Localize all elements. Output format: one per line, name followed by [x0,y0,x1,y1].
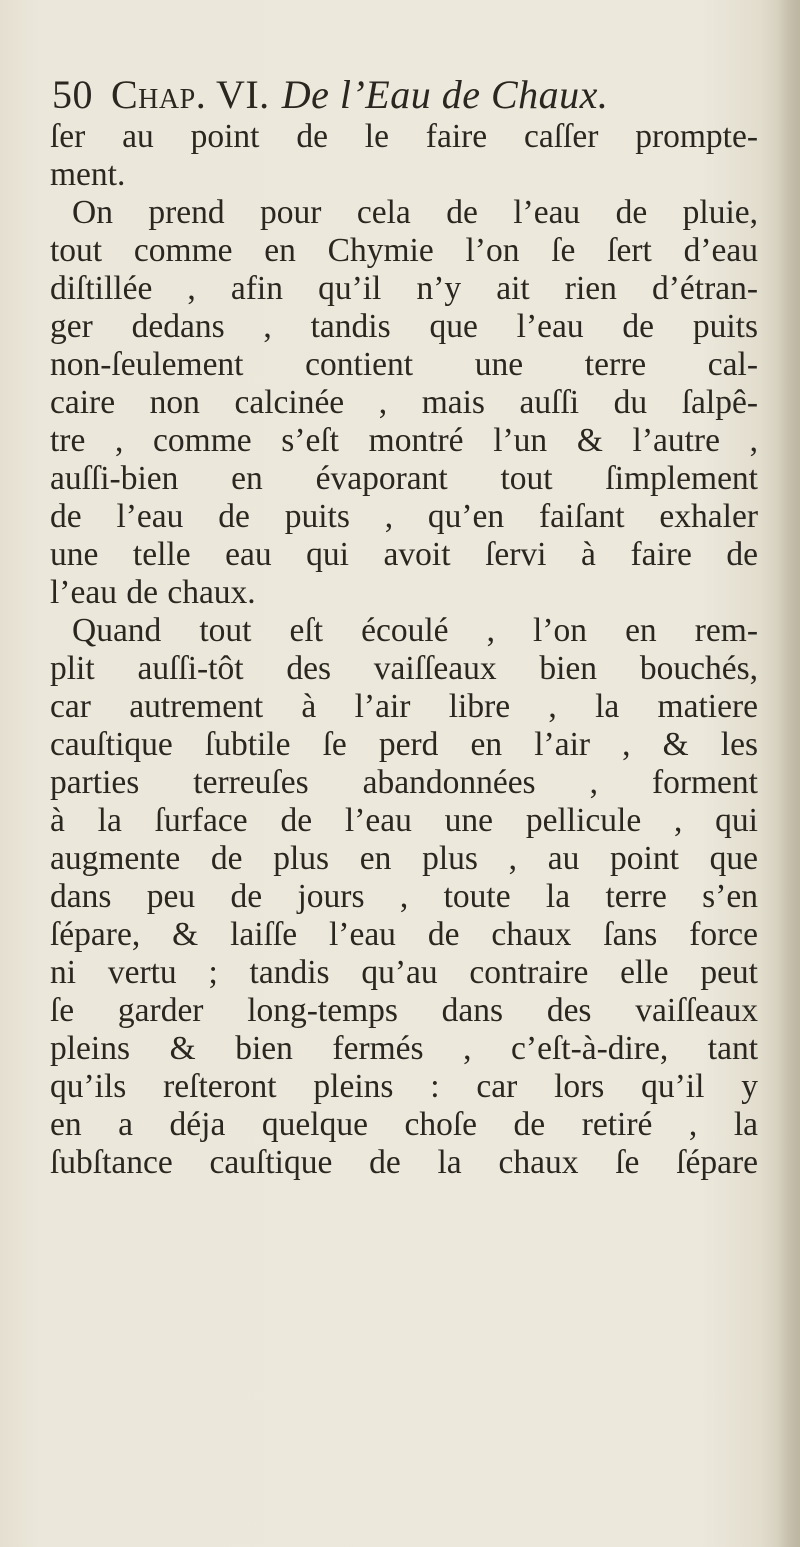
text-line: augmente de plus en plus , au point que [50,840,758,877]
text-line: car autrement à l’air libre , la matiere [50,688,758,725]
page-number: 50 [52,72,93,117]
text-line: de l’eau de puits , qu’en faiſant exhaler [50,498,758,535]
text-line: qu’ils reſteront pleins : car lors qu’il y [50,1068,758,1105]
text-line: tre , comme s’eſt montré l’un & l’autre , [50,422,758,459]
text-line: une telle eau qui avoit ſervi à faire de [50,536,758,573]
text-line: cauſtique ſubtile ſe perd en l’air , & les [50,726,758,763]
text-line: diſtillée , afin qu’il n’y ait rien d’étran- [50,270,758,307]
text-line: caire non calcinée , mais auſſi du ſalpê- [50,384,758,421]
chapter-label: Chap. VI. [111,72,270,117]
text-line: ni vertu ; tandis qu’au contraire elle peut [50,954,758,991]
text-line: pleins & bien fermés , c’eſt-à-dire, tant [50,1030,758,1067]
text-line: Quand tout eſt écoulé , l’on en rem- [72,612,758,649]
running-title: De l’Eau de Chaux. [281,72,609,117]
text-line: On prend pour cela de l’eau de pluie, [72,194,758,231]
text-line: tout comme en Chymie l’on ſe ſert d’eau [50,232,758,269]
text-line: l’eau de chaux. [50,574,256,611]
text-line: ſépare, & laiſſe l’eau de chaux ſans force [50,916,758,953]
text-line: ment. [50,156,126,193]
text-line: à la ſurface de l’eau une pellicule , qui [50,802,758,839]
text-line: plit auſſi-tôt des vaiſſeaux bien bouchés, [50,650,758,687]
text-line: ger dedans , tandis que l’eau de puits [50,308,758,345]
text-line: ſe garder long-temps dans des vaiſſeaux [50,992,758,1029]
body-text [50,118,758,1182]
text-line: auſſi-bien en évaporant tout ſimplement [50,460,758,497]
text-line: non-ſeulement contient une terre cal- [50,346,758,383]
text-line: dans peu de jours , toute la terre s’en [50,878,758,915]
page-edge-shadow [778,0,800,1547]
text-line: ſer au point de le faire caſſer prompte- [50,118,758,155]
text-line: ſubſtance cauſtique de la chaux ſe ſépare [50,1144,758,1181]
text-line: parties terreuſes abandonnées , forment [50,764,758,801]
text-line: en a déja quelque choſe de retiré , la [50,1106,758,1143]
running-header [52,70,752,120]
